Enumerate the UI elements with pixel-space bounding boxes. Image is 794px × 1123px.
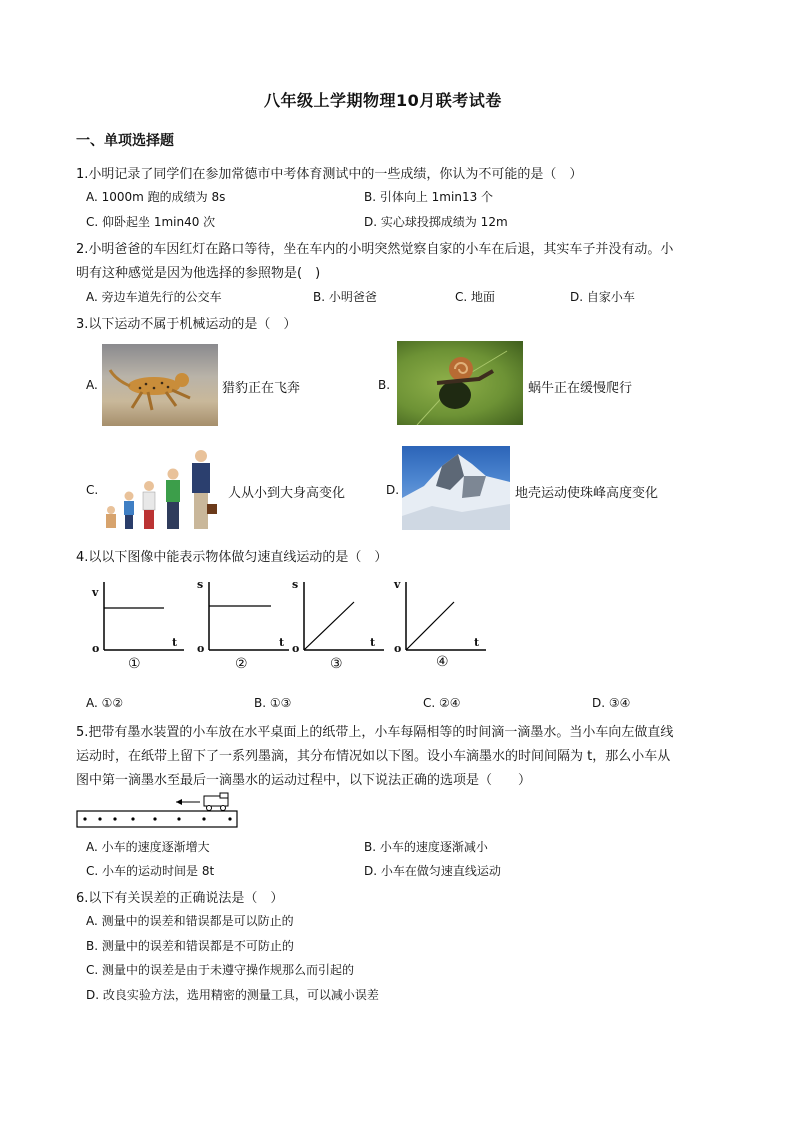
question-4-option-d[interactable]: D. ③④ — [592, 696, 631, 710]
question-2-stem-line1: 2.小明爸爸的车因红灯在路口等待，坐在车内的小明突然觉察自家的小车在后退，其实车子并没有动。小 — [76, 242, 674, 257]
mountain-icon — [402, 446, 510, 530]
graph-3-y-label: s — [292, 578, 299, 591]
question-3-option-c-letter[interactable]: C. — [86, 483, 99, 497]
question-4-option-c[interactable]: C. ②④ — [423, 696, 461, 710]
question-5-stem-line3: 图中第一滴墨水至最后一滴墨水的运动过程中，以下说法正确的选项是（ ） — [76, 773, 532, 788]
question-2-option-d[interactable]: D. 自家小车 — [570, 290, 635, 304]
question-2-option-b[interactable]: B. 小明爸爸 — [313, 290, 377, 304]
everest-image — [402, 446, 510, 530]
graph-2-x-label: t — [279, 636, 285, 649]
graph-2-plot — [193, 576, 293, 656]
graph-4-y-label: v — [394, 578, 401, 591]
graph-2-y-label: s — [197, 578, 204, 591]
people-growth-icon — [103, 446, 223, 532]
graph-3-number: ③ — [330, 656, 343, 672]
question-1-option-b[interactable]: B. 引体向上 1min13 个 — [364, 190, 494, 204]
question-3-option-a-text: 猎豹正在飞奔 — [222, 381, 301, 396]
question-6-option-d[interactable]: D. 改良实验方法，选用精密的测量工具，可以减小误差 — [86, 988, 379, 1002]
graph-1-number: ① — [128, 656, 141, 672]
ink-tape-diagram — [76, 792, 240, 830]
question-3-stem: 3.以下运动不属于机械运动的是（ ） — [76, 317, 297, 332]
section-heading: 一、单项选择题 — [76, 133, 174, 149]
question-6-option-c[interactable]: C. 测量中的误差是由于未遵守操作规那么而引起的 — [86, 963, 355, 977]
question-4-stem: 4.以以下图像中能表示物体做匀速直线运动的是（ ） — [76, 550, 388, 565]
question-6-option-b[interactable]: B. 测量中的误差和错误都是不可防止的 — [86, 939, 294, 953]
question-5-option-c[interactable]: C. 小车的运动时间是 8t — [86, 864, 215, 878]
question-3-option-d-text: 地壳运动使珠峰高度变化 — [515, 486, 659, 501]
graph-4-number: ④ — [436, 654, 449, 670]
question-1-option-a[interactable]: A. 1000m 跑的成绩为 8s — [86, 190, 226, 204]
graph-1-x-label: t — [172, 636, 178, 649]
question-6-stem: 6.以下有关误差的正确说法是（ ） — [76, 891, 284, 906]
question-6-option-a[interactable]: A. 测量中的误差和错误都是可以防止的 — [86, 914, 294, 928]
graph-4-x-label: t — [474, 636, 480, 649]
question-2-stem-line2: 明有这种感觉是因为他选择的参照物是( ) — [76, 266, 321, 281]
question-4-option-b[interactable]: B. ①③ — [254, 696, 292, 710]
question-5-stem-line1: 5.把带有墨水装置的小车放在水平桌面上的纸带上，小车每隔相等的时间滴一滴墨水。当小车向左做直线 — [76, 725, 674, 740]
graph-2-number: ② — [235, 656, 248, 672]
graph-3-x-label: t — [370, 636, 376, 649]
graph-4 — [390, 576, 490, 680]
question-1-option-d[interactable]: D. 实心球投掷成绩为 12m — [364, 215, 508, 229]
question-3-option-a-letter[interactable]: A. — [86, 378, 98, 392]
question-3-option-d-letter[interactable]: D. — [386, 483, 400, 497]
cheetah-icon — [102, 344, 218, 426]
people-growth-image — [103, 446, 223, 532]
snail-icon — [397, 341, 523, 425]
graph-1-y-label: v — [92, 586, 99, 599]
question-5-option-a[interactable]: A. 小车的速度逐渐增大 — [86, 840, 210, 854]
question-4-option-a[interactable]: A. ①② — [86, 696, 124, 710]
snail-image — [397, 341, 523, 425]
page-title: 八年级上学期物理10月联考试卷 — [264, 91, 502, 110]
graph-1 — [88, 576, 188, 680]
graph-1-origin-label: o — [92, 642, 100, 655]
question-5-stem-line2: 运动时，在纸带上留下了一系列墨滴，其分布情况如以下图。设小车滴墨水的时间间隔为 t，那么小车从 — [76, 749, 671, 764]
question-1-option-c[interactable]: C. 仰卧起坐 1min40 次 — [86, 215, 216, 229]
graph-2-origin-label: o — [197, 642, 205, 655]
question-2-option-a[interactable]: A. 旁边车道先行的公交车 — [86, 290, 222, 304]
graph-4-origin-label: o — [394, 642, 402, 655]
question-2-option-c[interactable]: C. 地面 — [455, 290, 496, 304]
question-1-stem: 1.小明记录了同学们在参加常德市中考体育测试中的一些成绩，你认为不可能的是（ ） — [76, 167, 583, 182]
question-5-option-b[interactable]: B. 小车的速度逐渐减小 — [364, 840, 488, 854]
graph-3-origin-label: o — [292, 642, 300, 655]
question-3-option-c-text: 人从小到大身高变化 — [228, 486, 346, 501]
question-3-option-b-text: 蜗牛正在缓慢爬行 — [528, 381, 633, 396]
graph-2 — [193, 576, 293, 680]
question-3-option-b-letter[interactable]: B. — [378, 378, 391, 392]
question-5-option-d[interactable]: D. 小车在做匀速直线运动 — [364, 864, 501, 878]
cheetah-image — [102, 344, 218, 426]
graph-3 — [288, 576, 388, 680]
ink-tape-figure — [76, 792, 240, 830]
